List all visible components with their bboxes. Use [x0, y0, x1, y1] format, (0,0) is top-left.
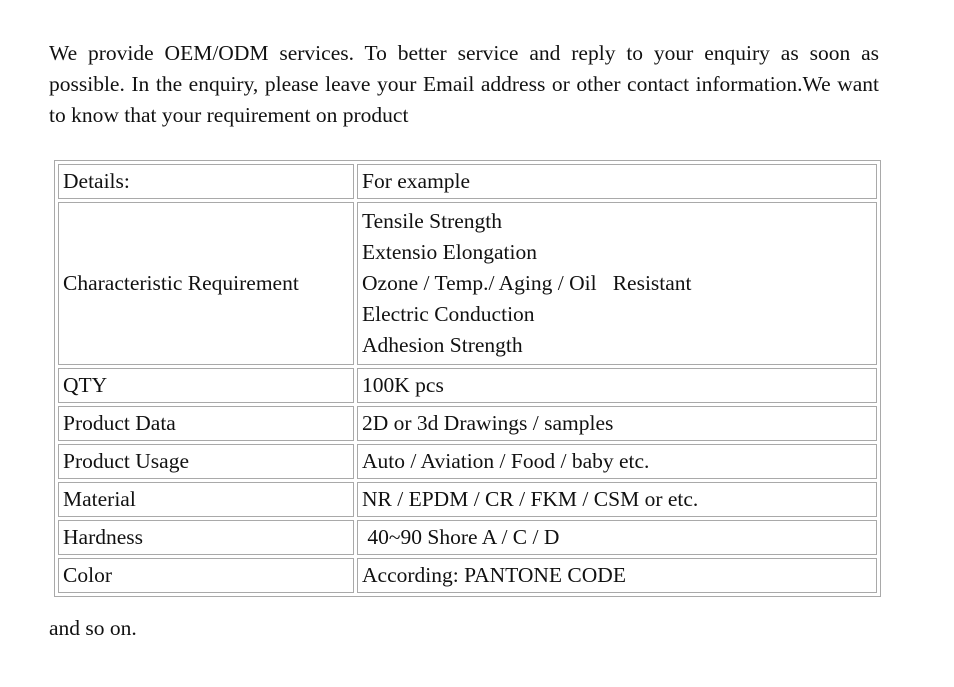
characteristic-values [357, 202, 877, 365]
table-row [58, 368, 877, 403]
table-row-characteristic [58, 202, 877, 365]
color-value: According: PANTONE CODE [357, 558, 877, 593]
characteristic-item: Electric Conduction [362, 302, 535, 326]
table-header-row [58, 164, 877, 199]
characteristic-item: Ozone / Temp./ Aging / Oil Resistant [362, 271, 692, 295]
characteristic-item: Tensile Strength [362, 209, 503, 233]
color-label: Color [58, 558, 354, 593]
table-row [58, 406, 877, 441]
table-row [58, 482, 877, 517]
product-data-label: Product Data [58, 406, 354, 441]
material-value: NR / EPDM / CR / FKM / CSM or etc. [357, 482, 877, 517]
requirements-table [54, 160, 881, 597]
intro-paragraph [49, 38, 879, 131]
product-data-value: 2D or 3d Drawings / samples [357, 406, 877, 441]
material-label: Material [58, 482, 354, 517]
example-header: For example [357, 164, 877, 199]
characteristic-item: Adhesion Strength [362, 333, 523, 357]
table-row [58, 444, 877, 479]
intro-text: We provide OEM/ODM services. To better service and reply to your enquiry as soon as possible. In the enquiry, please leave your Email address or other contact information.We want to know that your requirement on product [49, 41, 879, 127]
footer-text: and so on. [49, 616, 137, 640]
table-row [58, 558, 877, 593]
characteristic-item: Extensio Elongation [362, 240, 537, 264]
qty-value: 100K pcs [357, 368, 877, 403]
details-header: Details: [58, 164, 354, 199]
table-row [58, 520, 877, 555]
qty-label: QTY [58, 368, 354, 403]
product-usage-value: Auto / Aviation / Food / baby etc. [357, 444, 877, 479]
characteristic-label: Characteristic Requirement [58, 202, 354, 365]
hardness-label: Hardness [58, 520, 354, 555]
hardness-value: 40~90 Shore A / C / D [357, 520, 877, 555]
product-usage-label: Product Usage [58, 444, 354, 479]
